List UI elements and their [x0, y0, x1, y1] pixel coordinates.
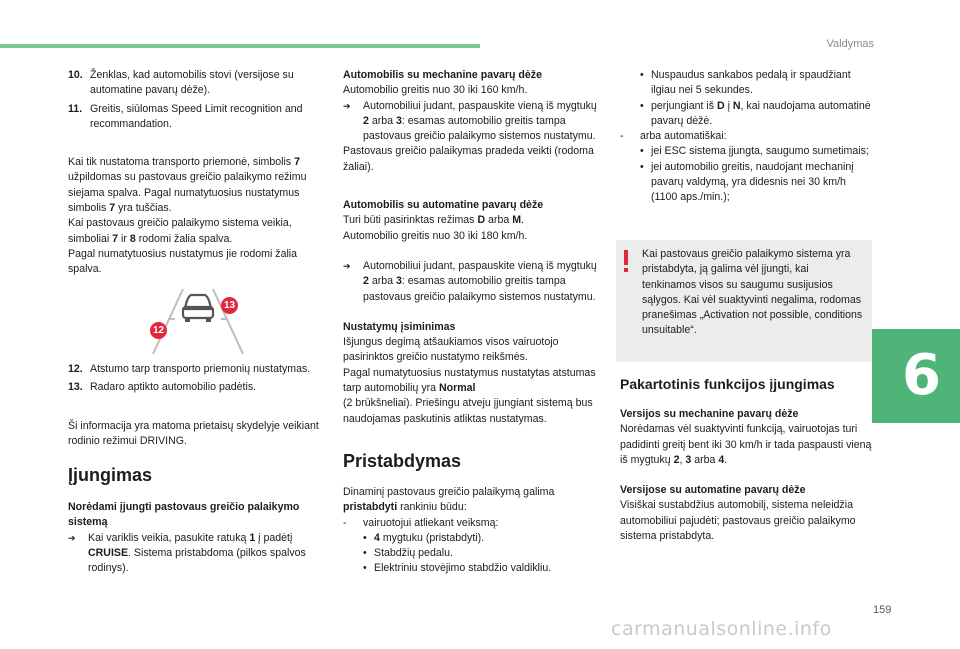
top-accent-bar [0, 44, 480, 48]
paragraph-green-symbols: Kai pastovaus greičio palaikymo sistema veikia, simboliai 7 ir 8 rodomi žalia spalva. [68, 217, 292, 245]
auto-mode-text: Turi būti pasirinktas režimas D arba M. [343, 214, 524, 227]
legend-item-12: 12. Atstumo tarp transporto priemonių nustatymas. [68, 363, 311, 375]
badge-13: 13 [221, 297, 238, 314]
column-1-lower [68, 362, 323, 577]
pause-bullet-2: • Stabdžių pedalu. [363, 547, 453, 560]
warning-box [616, 240, 872, 362]
car-icon [183, 295, 213, 322]
page-number: 159 [873, 604, 892, 616]
legend-item-10: 10. Ženklas, kad automobilis stovi (versijose su automatine pavarų dėže). [68, 69, 294, 97]
pause-bullet-gear: • perjungiant iš D į N, kai naudojama automatinė pavarų dėžė. [640, 99, 871, 127]
manual-after-text: Pastovaus greičio palaikymas pradeda veikti (rodoma žaliai). [343, 145, 594, 173]
pause-bullet-3: • Elektriniu stovėjimo stabdžio valdikliu. [363, 562, 552, 575]
subheading-turn-on: Norėdami įjungti pastovaus greičio palaikymo sistemą [68, 501, 300, 529]
legend-item-13: 13. Radaro aptikto automobilio padėtis. [68, 381, 257, 394]
step-turn-on: ➔ Kai variklis veikia, pasukite ratuką 1 į padėtį CRUISE. Sistema pristabdoma (pilkos spalvos rodinys). [68, 531, 306, 575]
pause-bullet-esc: • jei ESC sistema įjungta, saugumo sumetimais; [640, 145, 869, 158]
reactivation-manual-text: Norėdamas vėl suaktyvinti funkciją, vairuotojas turi padidinti greitį bent iki 30 km/h ir tada paspausti vieną iš mygtukų 2, 3 arba 4. [620, 423, 872, 466]
chapter-tab[interactable] [872, 329, 960, 423]
column-1 [68, 68, 323, 278]
arrow-bullet-icon: ➔ [68, 532, 76, 543]
paragraph-driving-mode: Ši informacija yra matoma prietaisų skydelyje veikiant rodinio režimui DRIVING. [68, 419, 319, 447]
subheading-auto-versions: Versijose su automatine pavarų dėže [620, 484, 806, 497]
warning-exclamation-icon [623, 250, 629, 272]
memory-text-2: Pagal numatytuosius nustatymus nustatytas atstumas tarp automobilių yra Normal (2 brūkšneliai). Priešingu atveju įjungiant sistemą bus naudojamas paskutinis atliktas nustatymas. [343, 366, 596, 425]
watermark: carmanualsonline.info [611, 618, 832, 640]
heading-ijungimas: Įjungimas [68, 465, 153, 486]
paragraph-symbol-fill: Kai tik nustatoma transporto priemonė, simbolis 7 užpildomas su pastovaus greičio palaikymo režimu siejama spalva. Pagal numatytuosius nustatymus simbolis 7 yra tuščias. [68, 156, 307, 215]
arrow-bullet-icon: ➔ [343, 260, 351, 271]
heading-reactivation: Pakartotinis funkcijos įjungimas [620, 376, 835, 392]
heading-pristabdymas: Pristabdymas [343, 450, 462, 471]
badge-12: 12 [150, 322, 167, 339]
distance-diagram [143, 287, 253, 354]
pause-bullet-speed: • jei automobilio greitis, naudojant mechaninį pavarų valdymą, yra didesnis nei 30 km/h (1100 aps./min.); [640, 160, 854, 204]
pause-dash-auto: - arba automatiškai: [620, 130, 727, 143]
subheading-manual-gearbox: Automobilis su mechanine pavarų dėže [343, 69, 542, 81]
legend-item-11: 11. Greitis, siūlomas Speed Limit recognition and recommandation. [68, 102, 303, 130]
pause-bullet-clutch: • Nuspaudus sankabos pedalą ir spaudžiant ilgiau nei 5 sekundes. [640, 69, 851, 97]
paragraph-default-green: Pagal numatytuosius nustatymus jie rodomi žalia spalva. [68, 247, 298, 276]
column-3 [620, 68, 872, 206]
subheading-settings-memory: Nustatymų įsiminimas [343, 320, 456, 333]
memory-text-1: Išjungus degimą atšaukiamos visos vairuotojo pasirinktos greičio nustatymo reikšmės. [343, 336, 559, 364]
pause-intro: Dinaminį pastovaus greičio palaikymą galima pristabdyti rankiniu būdu: [343, 485, 555, 514]
column-3-lower [620, 376, 872, 544]
step-manual-set: ➔ Automobiliui judant, paspauskite vieną iš mygtukų 2 arba 3: esamas automobilio greitis tampa pastovaus greičio palaikymo sistemos nustatymu. [343, 99, 597, 143]
step-auto-set: ➔ Automobiliui judant, paspauskite vieną iš mygtukų 2 arba 3: esamas automobilio greitis tampa pastovaus greičio palaikymo sistemos nustatymu. [343, 259, 597, 303]
section-title: Valdymas [826, 38, 874, 50]
reactivation-auto-text: Visiškai sustabdžius automobilį, sistema neleidžia automobiliui pajudėti; pastovaus greičio palaikymo sistema pristabdyta. [620, 499, 856, 543]
arrow-bullet-icon: ➔ [343, 100, 351, 111]
column-2 [343, 68, 601, 577]
auto-speed-range: Automobilio greitis nuo 30 iki 180 km/h. [343, 229, 528, 242]
warning-text: Kai pastovaus greičio palaikymo sistema yra pristabdyta, ją galima vėl įjungti, kai tenkinamos visos su saugumu susijusios sąlygos. Kai vėl suaktyvinti negalima, rodomas pranešimas „Activation not possible, conditions unsuitable“. [642, 248, 863, 337]
manual-speed-range: Automobilio greitis nuo 30 iki 160 km/h. [343, 84, 528, 97]
subheading-auto-gearbox: Automobilis su automatine pavarų dėže [343, 199, 544, 212]
subheading-manual-versions: Versijos su mechanine pavarų dėže [620, 408, 799, 420]
pause-bullet-1: • 4 mygtuku (pristabdyti). [363, 531, 485, 544]
pause-dash-item: - vairuotojui atliekant veiksmą: [343, 516, 499, 529]
chapter-number: 6 [902, 343, 941, 408]
